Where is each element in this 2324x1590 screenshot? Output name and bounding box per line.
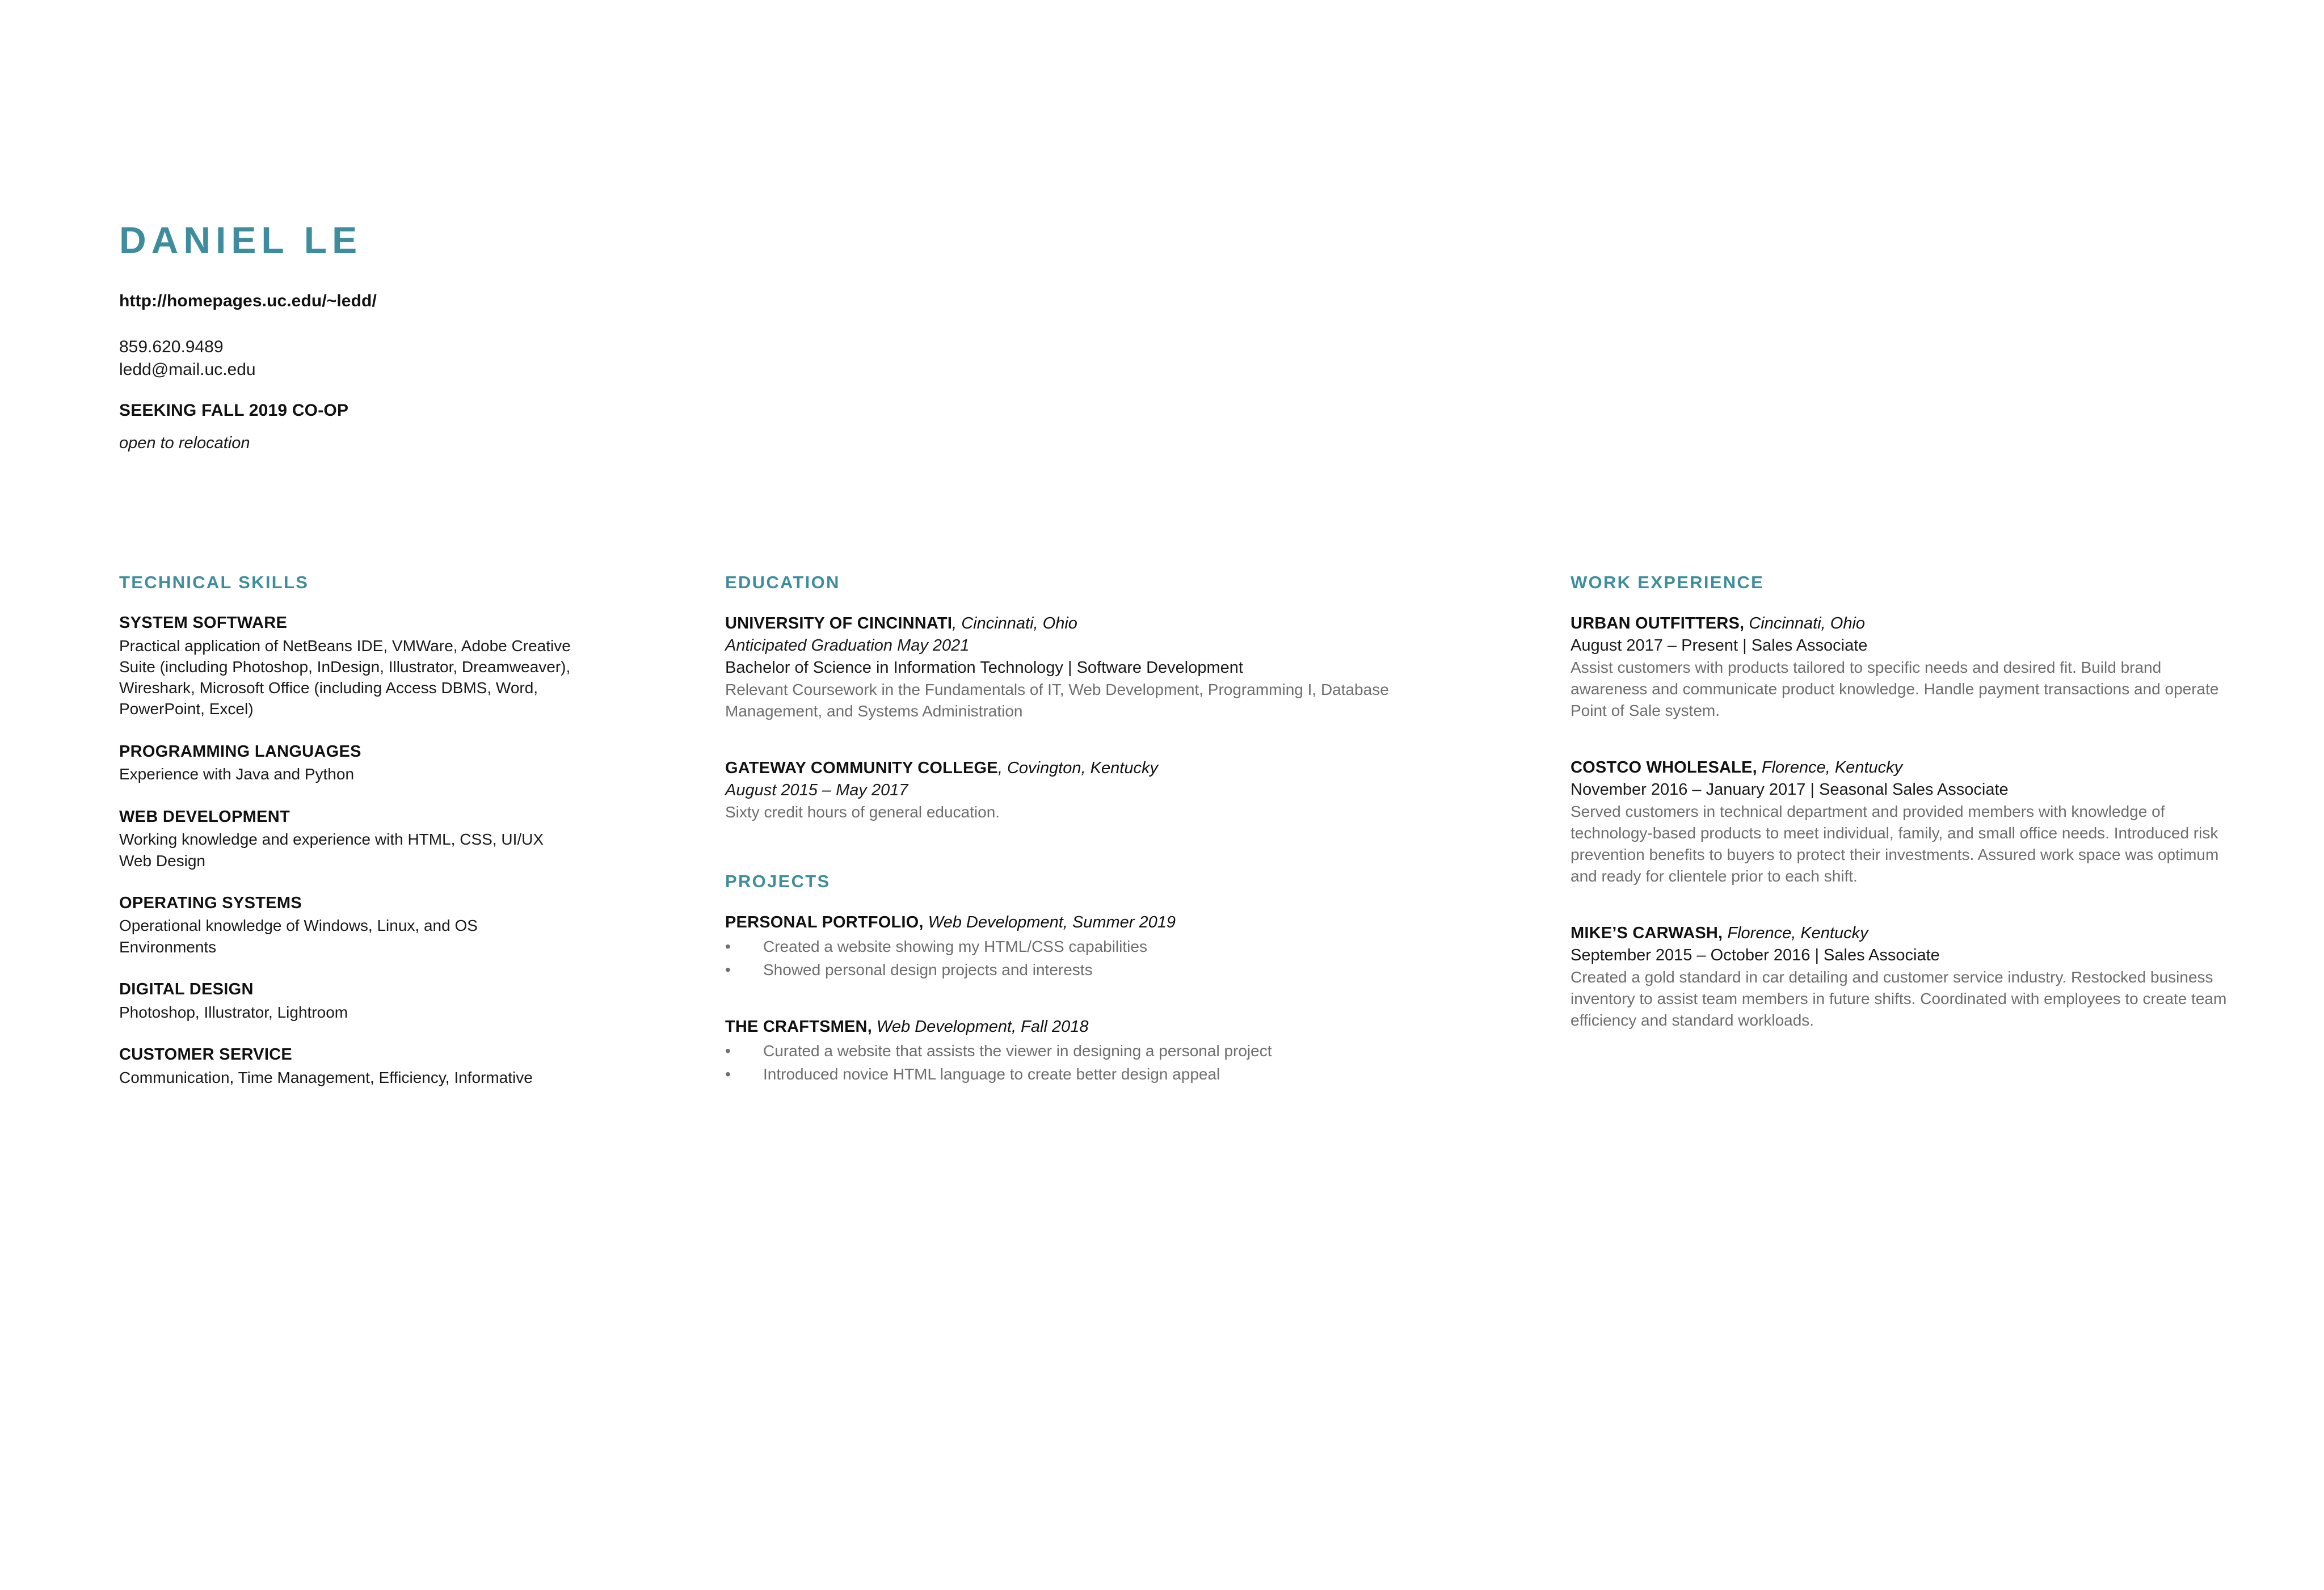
skill-body: Operational knowledge of Windows, Linux, and OS Environments (119, 917, 478, 956)
skill-block (119, 741, 573, 785)
skill-body: Communication, Time Management, Efficiency, Informative (119, 1068, 533, 1086)
skill-heading: SYSTEM SOFTWARE (119, 614, 288, 632)
work-experience-column (1571, 573, 2240, 1031)
project-name: PERSONAL PORTFOLIO, (725, 913, 924, 931)
project-meta: Web Development, Fall 2018 (872, 1017, 1089, 1036)
resume-header (119, 221, 687, 453)
work-org-name: MIKE’S CARWASH, (1571, 924, 1723, 943)
work-entry (1571, 922, 2240, 1031)
skill-block (119, 613, 573, 720)
project-entry (725, 1016, 1417, 1085)
objective-statement: SEEKING FALL 2019 CO-OP (119, 401, 349, 420)
work-description: Assist customers with products tailored to specific needs and desired fit. Build brand awareness and communicate product knowledge. Handle payment transactions and operate Point of Sale system. (1571, 658, 2219, 719)
list-item-text: Curated a website that assists the viewer in designing a personal project (763, 1041, 1272, 1060)
skill-body: Experience with Java and Python (119, 765, 355, 783)
education-entry (725, 613, 1417, 722)
website-link[interactable]: http://homepages.uc.edu/~ledd/ (119, 292, 377, 310)
skill-heading: CUSTOMER SERVICE (119, 1045, 293, 1064)
education-column (725, 573, 1417, 1087)
education-coursework: Relevant Coursework in the Fundamentals of IT, Web Development, Programming I, Database Management, and Systems Administration (725, 680, 1389, 720)
skill-block (119, 979, 573, 1023)
work-entry (1571, 613, 2240, 722)
relocation-note: open to relocation (119, 434, 250, 453)
skill-body: Photoshop, Illustrator, Lightroom (119, 1003, 348, 1021)
list-item (725, 1040, 1417, 1062)
project-title-line (725, 912, 1417, 934)
skill-heading: PROGRAMMING LANGUAGES (119, 742, 361, 761)
education-org-name: UNIVERSITY OF CINCINNATI (725, 614, 953, 633)
education-degree: Bachelor of Science in Information Technology | Software Development (725, 658, 1243, 677)
skill-heading: OPERATING SYSTEMS (119, 893, 302, 912)
skill-body: Practical application of NetBeans IDE, VMWare, Adobe Creative Suite (including Photoshop, InDesign, Illustrator, Dreamweaver), Wireshark, Microsoft Office (including Access DBMS, Word, PowerPoint, Excel) (119, 636, 571, 718)
bullet-icon: • (725, 1065, 731, 1083)
projects-section (725, 872, 1417, 1085)
list-item-text: Showed personal design projects and interests (763, 960, 1093, 979)
list-item (725, 1064, 1417, 1085)
project-title-line (725, 1016, 1417, 1038)
skill-body: Working knowledge and experience with HTML, CSS, UI/UX Web Design (119, 830, 544, 870)
education-graduation-date: Anticipated Graduation May 2021 (725, 636, 970, 655)
work-org-name: URBAN OUTFITTERS, (1571, 614, 1745, 633)
skill-heading: DIGITAL DESIGN (119, 980, 254, 998)
work-dates-role: August 2017 – Present | Sales Associate (1571, 636, 1868, 655)
list-item (725, 959, 1417, 981)
work-org-name: COSTCO WHOLESALE, (1571, 758, 1757, 777)
project-meta: Web Development, Summer 2019 (923, 913, 1176, 931)
skill-block (119, 807, 573, 871)
project-bullet-list (725, 1040, 1417, 1085)
project-entry (725, 912, 1417, 981)
work-org-line (1571, 757, 2240, 779)
education-entry (725, 757, 1417, 823)
skill-block (119, 893, 573, 958)
work-org-line (1571, 613, 2240, 635)
work-description: Served customers in technical department and provided members with knowledge of technology-based products to meet individual, family, and small office needs. Introduced risk prevention benefits to buyers to protect their investments. Assured work space was optimum and ready for clientele prior to each shift. (1571, 802, 2219, 885)
education-org-line (725, 613, 1417, 635)
email-address[interactable]: ledd@mail.uc.edu (119, 360, 256, 379)
education-org-line (725, 757, 1417, 779)
list-item-text: Introduced novice HTML language to create better design appeal (763, 1065, 1220, 1083)
skill-heading: WEB DEVELOPMENT (119, 807, 290, 826)
phone-number: 859.620.9489 (119, 338, 224, 356)
page-title: DANIEL LE (119, 219, 363, 261)
project-bullet-list (725, 936, 1417, 981)
section-heading-work-experience: WORK EXPERIENCE (1571, 572, 1765, 592)
bullet-icon: • (725, 960, 731, 979)
work-org-location: Cincinnati, Ohio (1744, 614, 1866, 633)
education-org-location: , Cincinnati, Ohio (952, 614, 1077, 633)
education-graduation-date: August 2015 – May 2017 (725, 781, 908, 799)
project-name: THE CRAFTSMEN, (725, 1017, 872, 1036)
work-description: Created a gold standard in car detailing and customer service industry. Restocked business inventory to assist team members in future shifts. Coordinated with employees to create team efficiency and standard workloads. (1571, 968, 2227, 1029)
education-coursework: Sixty credit hours of general education. (725, 803, 1000, 821)
technical-skills-column (119, 573, 573, 1088)
work-entry (1571, 757, 2240, 887)
education-org-name: GATEWAY COMMUNITY COLLEGE (725, 758, 998, 777)
work-org-location: Florence, Kentucky (1723, 924, 1868, 943)
work-org-line (1571, 922, 2240, 944)
bullet-icon: • (725, 1041, 731, 1060)
education-org-location: , Covington, Kentucky (997, 758, 1158, 777)
list-item (725, 936, 1417, 958)
section-heading-projects: PROJECTS (725, 871, 831, 891)
work-dates-role: September 2015 – October 2016 | Sales Associate (1571, 946, 1940, 964)
section-heading-education: EDUCATION (725, 572, 840, 592)
bullet-icon: • (725, 937, 731, 955)
work-dates-role: November 2016 – January 2017 | Seasonal Sales Associate (1571, 780, 2009, 799)
section-heading-technical-skills: TECHNICAL SKILLS (119, 572, 309, 592)
list-item-text: Created a website showing my HTML/CSS capabilities (763, 937, 1147, 955)
work-org-location: Florence, Kentucky (1757, 758, 1903, 777)
skill-block (119, 1044, 573, 1088)
